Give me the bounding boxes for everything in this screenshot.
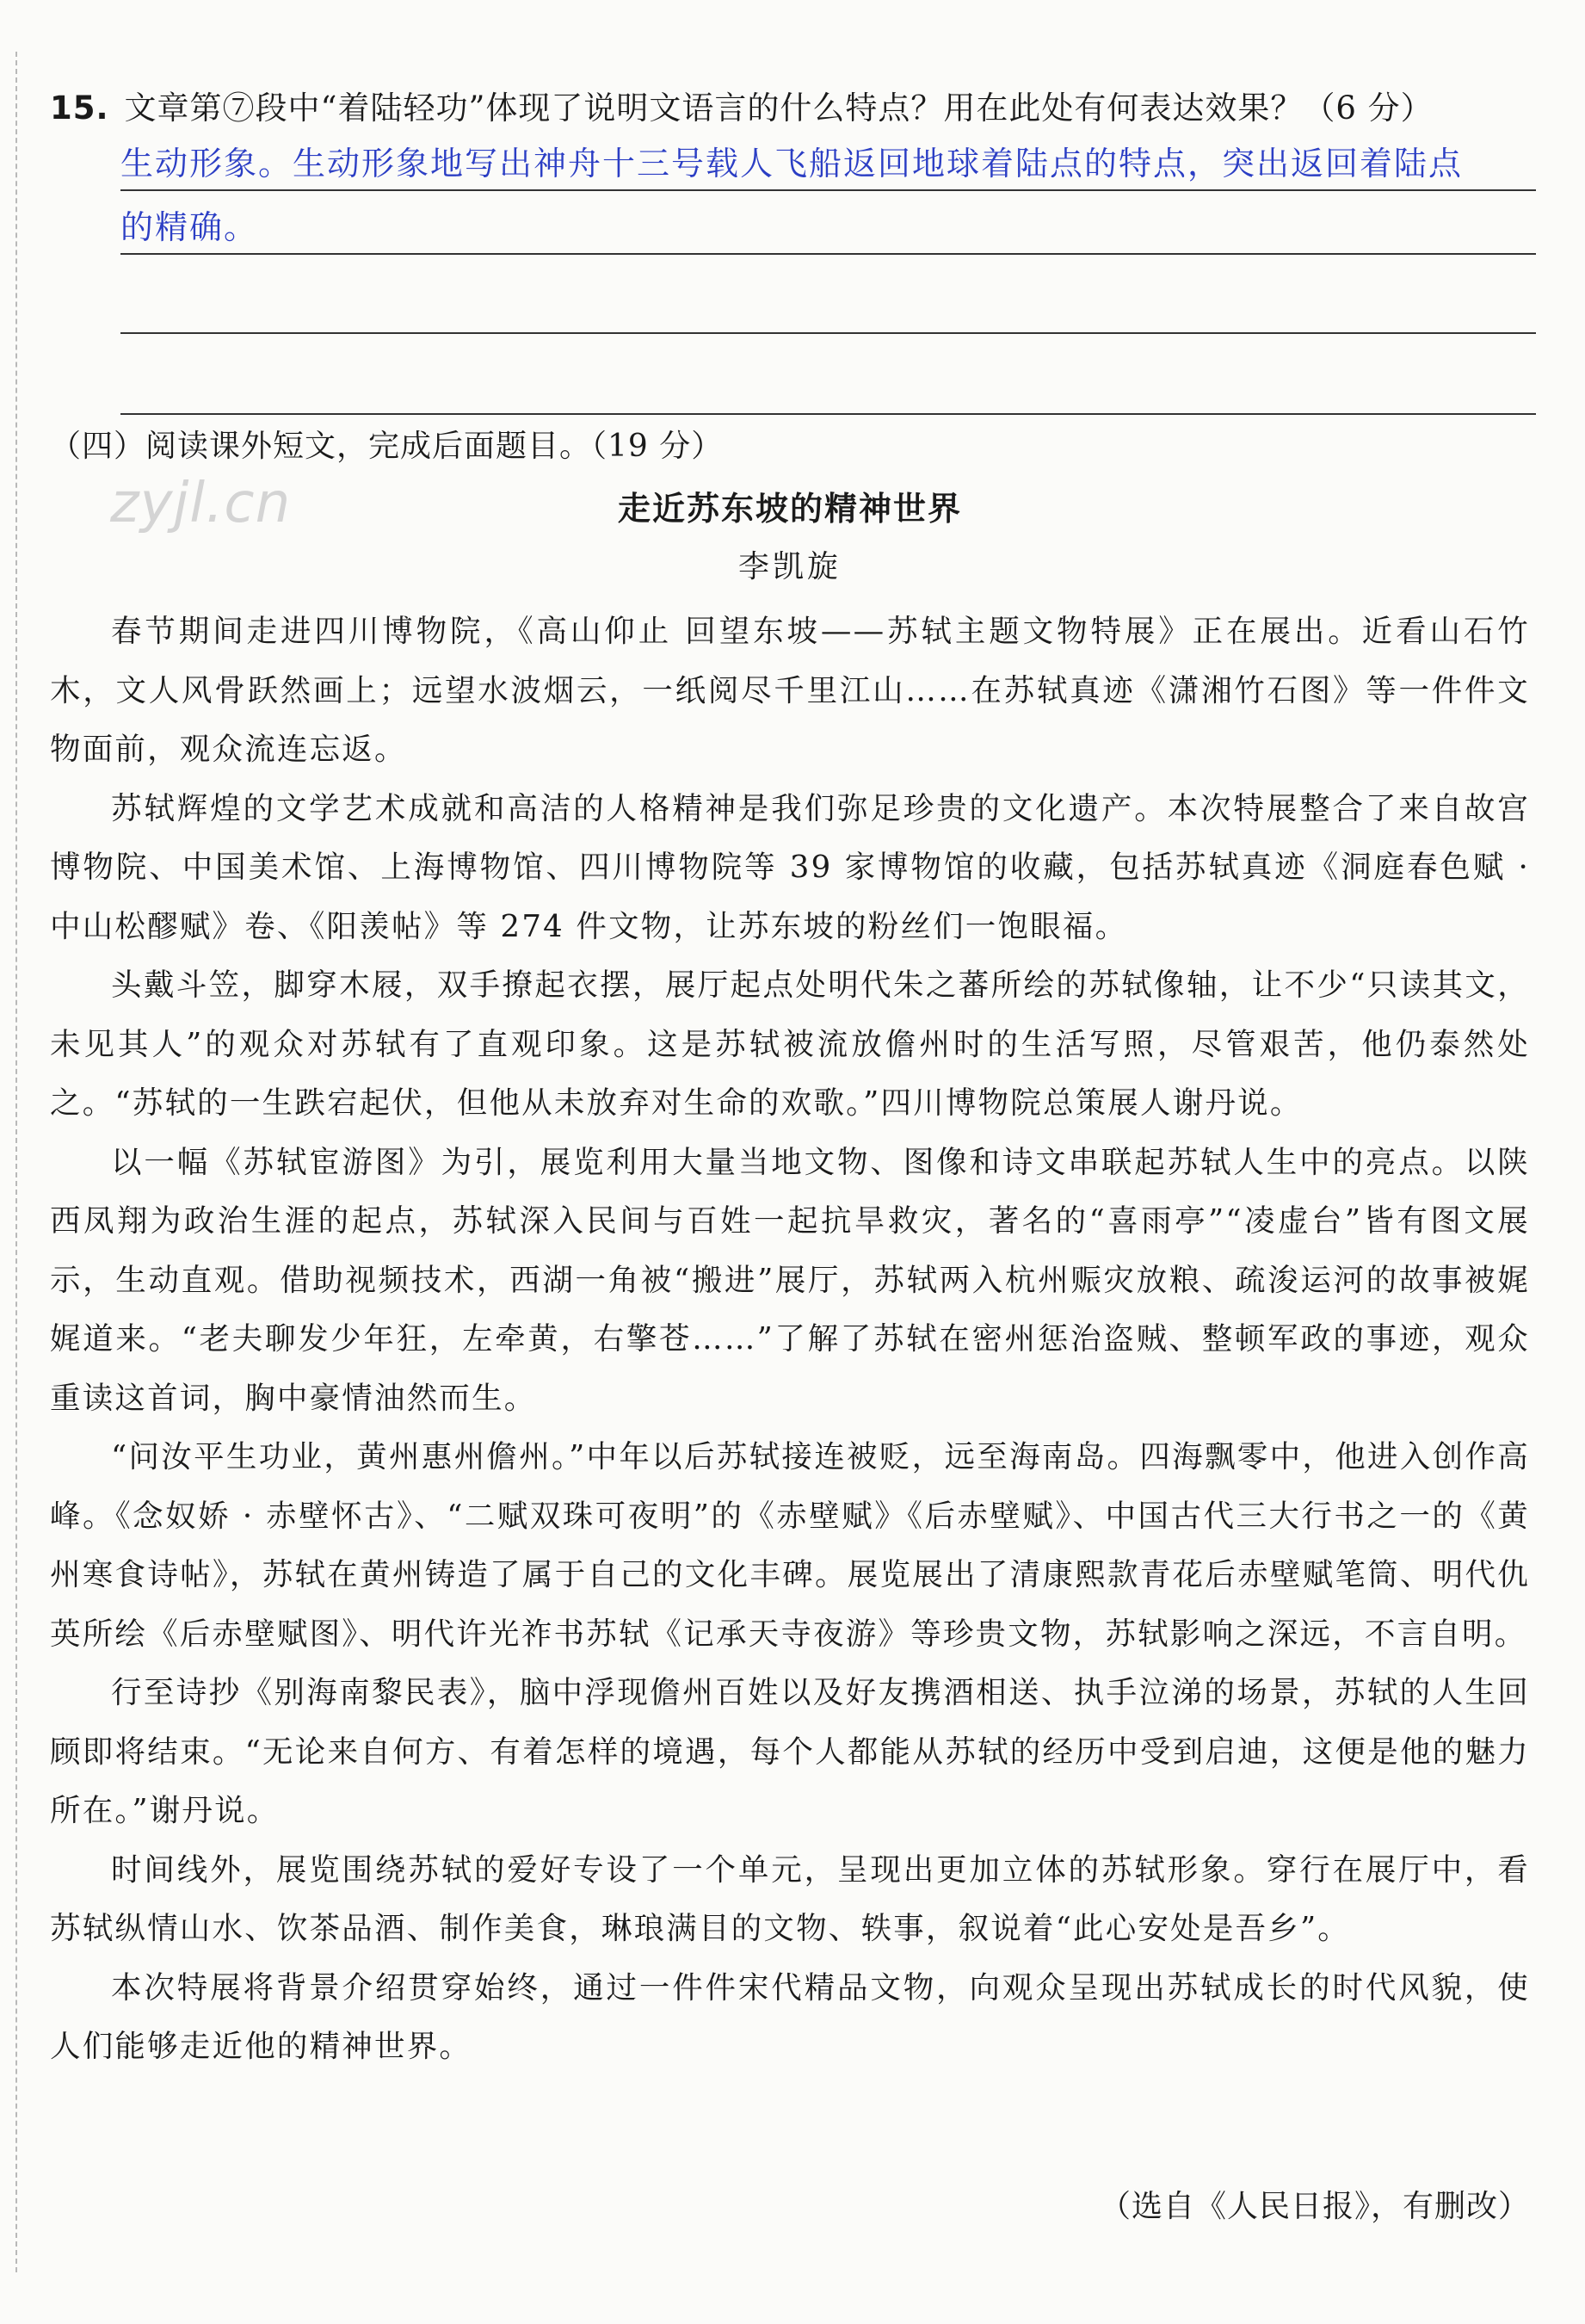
margin-fold-line <box>15 52 17 2272</box>
article-paragraph: 行至诗抄《别海南黎民表》，脑中浮现儋州百姓以及好友携酒相送、执手泣涕的场景，苏轼的人生回顾即将结束。“无论来自何方、有着怎样的境遇，每个人都能从苏轼的经历中受到启迪，这便是他的魅力所在。”谢丹说。 <box>50 1675 1530 1828</box>
answer-line <box>120 139 1536 191</box>
answer-line <box>120 191 1536 255</box>
answer-line-blank <box>120 255 1536 334</box>
article-paragraph: 本次特展将背景介绍贯穿始终，通过一件件宋代精品文物，向观众呈现出苏轼成长的时代风貌，使人们能够走近他的精神世界。 <box>50 1969 1530 2064</box>
article-paragraph: “问汝平生功业，黄州惠州儋州。”中年以后苏轼接连被贬，远至海南岛。四海飘零中，他进入创作高峰。《念奴娇 · 赤壁怀古》、“二赋双珠可夜明”的《赤壁赋》《后赤壁赋》、中国古代三大行书之一的《黄州寒食诗帖》，苏轼在黄州铸造了属于自己的文化丰碑。展览展出了清康熙款青花后赤壁赋笔筒、明代仇英所绘《后赤壁赋图》、明代许光祚书苏轼《记承天寺夜游》等珍贵文物，苏轼影响之深远，不言自明。 <box>50 1439 1530 1652</box>
article-paragraph: 头戴斗笠，脚穿木屐，双手撩起衣摆，展厅起点处明代朱之蕃所绘的苏轼像轴，让不少“只读其文，未见其人”的观众对苏轼有了直观印象。这是苏轼被流放儋州时的生活写照，尽管艰苦，他仍泰然处之。“苏轼的一生跌宕起伏，但他从未放弃对生命的欢歌。”四川博物院总策展人谢丹说。 <box>50 967 1530 1121</box>
question-prompt: 文章第⑦段中“着陆轻功”体现了说明文语言的什么特点？用在此处有何表达效果？（6 分） <box>124 90 1434 127</box>
section-heading: （四）阅读课外短文，完成后面题目。（19 分） <box>50 429 724 464</box>
answer-line-blank <box>120 334 1536 415</box>
question-number: 15. <box>50 90 109 127</box>
article-paragraph: 春节期间走进四川博物院，《高山仰止 回望东坡——苏轼主题文物特展》正在展出。近看山石竹木，文人风骨跃然画上；远望水波烟云，一纸阅尽千里江山……在苏轼真迹《潇湘竹石图》等一件件文物面前，观众流连忘返。 <box>50 614 1530 767</box>
article-paragraph: 以一幅《苏轼宦游图》为引，展览利用大量当地文物、图像和诗文串联起苏轼人生中的亮点。以陕西凤翔为政治生涯的起点，苏轼深入民间与百姓一起抗旱救灾，著名的“喜雨亭”“凌虚台”皆有图文展示，生动直观。借助视频技术，西湖一角被“搬进”展厅，苏轼两入杭州赈灾放粮、疏浚运河的故事被娓娓道来。“老夫聊发少年狂，左牵黄，右擎苍……”了解了苏轼在密州惩治盗贼、整顿军政的事迹，观众重读这首词，胸中豪情油然而生。 <box>50 1144 1530 1416</box>
handwritten-answer-line-1: 生动形象。生动形象地写出神舟十三号载人飞船返回地球着陆点的特点，突出返回着陆点 <box>120 145 1464 182</box>
article-author: 李凯旋 <box>737 549 842 584</box>
answer-area <box>120 139 1536 415</box>
article-title: 走近苏东坡的精神世界 <box>617 490 962 528</box>
handwritten-answer-line-2: 的精确。 <box>120 208 259 246</box>
article-paragraph: 时间线外，展览围绕苏轼的爱好专设了一个单元，呈现出更加立体的苏轼形象。穿行在展厅中，看苏轼纵情山水、饮茶品酒、制作美食，琳琅满目的文物、轶事，叙说着“此心安处是吾乡”。 <box>50 1851 1530 1946</box>
question-15 <box>50 83 1530 134</box>
watermark: zyjl.cn <box>110 472 292 535</box>
article-paragraph: 苏轼辉煌的文学艺术成就和高洁的人格精神是我们弥足珍贵的文化遗产。本次特展整合了来自故宫博物院、中国美术馆、上海博物馆、四川博物院等 39 家博物馆的收藏，包括苏轼真迹《洞庭春色赋 · 中山松醪赋》卷、《阳羡帖》等 274 件文物，让苏东坡的粉丝们一饱眼福。 <box>50 790 1530 944</box>
article-source: （选自《人民日报》，有删改） <box>1099 2189 1530 2224</box>
article-body <box>50 603 1530 2077</box>
